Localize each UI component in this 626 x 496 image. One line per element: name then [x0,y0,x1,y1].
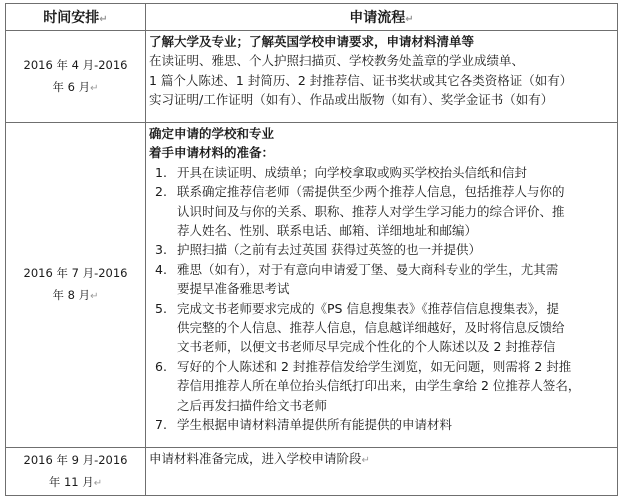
paragraph-mark-icon: ↵ [405,14,414,25]
list-item [149,415,613,434]
process-cell [146,448,618,496]
step-subheading: 着手申请材料的准备： [149,145,275,161]
list-item [149,299,613,357]
paragraph-mark-icon: ↵ [90,291,99,302]
list-item [149,357,613,415]
text-line: 实习证明/工作证明（如有）、作品或出版物（如有）、奖学金证书（如有） [149,92,554,108]
header-process-label: 申请流程 [349,10,406,26]
item-text: 雅思（如有），对于有意向申请爱丁堡、曼大商科专业的学生，尤其需 要提早准备雅思考试 [177,261,559,297]
date-line: 2016 年 4 月-2016 [23,57,128,72]
item-text: 联系确定推荐信老师（需提供至少两个推荐人信息，包括推荐人与你的 认识时间及与你的关系、职称、推荐人对学生学习能力的综合评价、推 荐人姓名、性别、联系电话、邮箱、详细地址和邮编） [177,184,565,239]
date-cell [6,31,146,123]
item-text: 完成文书老师要求完成的《PS 信息搜集表》《推荐信信息搜集表》，提 供完整的个人信息、推荐人信息，信息越详细越好，及时将信息反馈给 文书老师，以便文书老师尽早完成个性化的个人陈述以及 2 封推荐信 [177,300,565,355]
item-number: 5. [155,300,167,316]
item-text: 学生根据申请材料清单提供所有能提供的申请材料 [177,417,453,433]
date-line: 年 11 月↵ [48,474,103,489]
paragraph-mark-icon: ↵ [99,14,108,25]
list-item [149,240,613,259]
item-number: 4. [155,261,167,277]
date-line: 年 6 月↵ [52,79,99,94]
date-line: 2016 年 7 月-2016 [23,266,128,280]
item-number: 2. [155,184,167,200]
list-item [149,163,613,182]
header-row [6,4,618,31]
application-timeline-table [5,3,618,496]
table-row [6,123,618,448]
header-time-label: 时间安排 [43,10,100,26]
table-row [6,448,618,496]
date-cell [6,123,146,448]
paragraph-mark-icon: ↵ [361,455,370,466]
item-text: 写好的个人陈述和 2 封推荐信发给学生浏览，如无问题，则需将 2 封推 荐信用推荐人所在单位抬头信纸打印出来，由学生拿给 2 位推荐人签名， 之后再发扫描件给文书老师 [177,358,581,413]
process-cell [146,123,618,448]
header-process [146,4,618,31]
process-cell [146,31,618,123]
item-number: 3. [155,242,167,258]
table-row [6,31,618,123]
item-number: 6. [155,358,167,374]
item-text: 护照扫描（之前有去过英国 获得过英签的也一并提供） [177,242,481,258]
date-line: 2016 年 9 月-2016 [23,452,128,467]
date-line: 年 8 月↵ [52,288,99,302]
item-text: 开具在读证明、成绩单；向学校拿取或购买学校抬头信纸和信封 [177,164,528,180]
date-cell [6,448,146,496]
header-time [6,4,146,31]
text-line: 1 篇个人陈述、1 封简历、2 封推荐信、证书奖状或其它各类资格证（如有） [149,72,573,88]
step-heading: 确定申请的学校和专业 [149,126,275,141]
paragraph-mark-icon: ↵ [93,477,103,489]
text-line: 申请材料准备完成，进入学校申请阶段↵ [149,451,370,466]
paragraph-mark-icon: ↵ [90,82,99,94]
list-item [149,260,613,299]
list-item [149,182,613,240]
step-heading: 了解大学及专业；了解英国学校申请要求，申请材料清单等 [149,34,475,49]
item-number: 1. [155,164,167,180]
item-number: 7. [155,417,167,433]
text-line: 在读证明、雅思、个人护照扫描页、学校教务处盖章的学业成绩单、 [149,53,525,69]
